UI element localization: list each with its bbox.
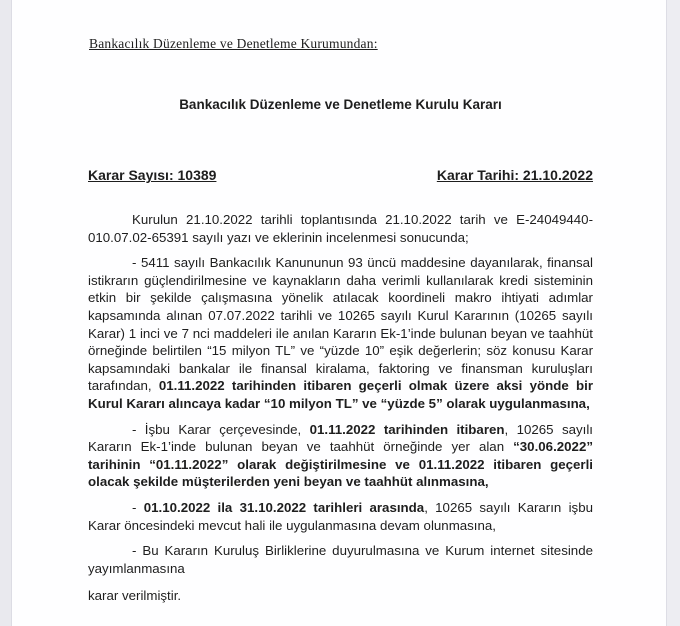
page-left-edge <box>0 0 12 626</box>
text-run: - <box>132 499 144 515</box>
decision-item-1 <box>88 254 593 412</box>
issuer-line: Bankacılık Düzenleme ve Denetleme Kurumundan: <box>89 36 378 51</box>
decision-meta-row <box>88 167 593 183</box>
text-run-bold: “30.06.2022” tarihinin “01.11.2022” olarak değiştirilmesine ve 01.11.2022 itibaren geçerli olacak şekilde müşterilerden yeni beyan ve taahhüt alınmasına, <box>88 439 593 490</box>
closing-line: karar verilmiştir. <box>88 588 182 604</box>
decision-date: Karar Tarihi: 21.10.2022 <box>436 167 593 183</box>
text-run: , 10265 sayılı Kararın Ek-1’inde bulunan beyan ve taahhüt örneğinde yer alan <box>88 421 593 455</box>
page-right-edge <box>666 0 680 626</box>
text-run: - İşbu Karar çerçevesinde, <box>132 421 310 437</box>
text-run-bold: 01.11.2022 tarihinden itibaren geçerli olmak üzere aksi yönde bir Kurul Kararı alıncaya kadar “10 milyon TL” ve “yüzde 5” olarak uygulanmasına, <box>88 378 593 411</box>
decision-item-2 <box>88 421 593 491</box>
text-run: Kurulun 21.10.2022 tarihli toplantısında 21.10.2022 tarih ve E-24049440-010.07.02-65391 sayılı yazı ve eklerinin incelenmesi sonucunda; <box>88 212 593 245</box>
text-run-bold: 01.11.2022 tarihinden itibaren <box>309 421 505 437</box>
decision-item-4 <box>88 542 593 577</box>
intro-paragraph <box>88 211 593 246</box>
document-title: Bankacılık Düzenleme ve Denetleme Kurulu Kararı <box>179 97 502 112</box>
document-body <box>88 211 593 613</box>
decision-number: Karar Sayısı: 10389 <box>88 167 217 183</box>
text-run: , 10265 sayılı Kararın işbu Karar öncesindeki mevcut hali ile uygulanmasına devam olunmasına, <box>88 499 593 533</box>
text-run: - 5411 sayılı Bankacılık Kanununun 93 üncü maddesine dayanılarak, finansal istikrarın güçlendirilmesine ve kaynakların daha verimli kullanılarak kredi sisteminin etkin bir şekilde çalışmasına yönelik atılacak koordineli makro ihtiyati adımlar kapsamında alınan 07.07.2022 tarihli ve 10265 sayılı Kurul Kararının (10265 sayılı Karar) 1 inci ve 7 nci maddeleri ile anılan Kararın Ek-1’inde bulunan beyan ve taahhüt örneğinde belirtilen “15 milyon TL” ve “yüzde 10” eşik değerlerin; söz konusu Karar kapsamındaki bankalar ile finansal kiralama, faktoring ve finansman kuruluşları tarafından, <box>88 255 593 394</box>
text-run: - Bu Kararın Kuruluş Birliklerine duyurulmasına ve Kurum internet sitesinde yayımlanmasına <box>88 543 593 576</box>
text-run-bold: 01.10.2022 ila 31.10.2022 tarihleri arasında <box>143 499 425 515</box>
decision-item-3 <box>88 499 593 534</box>
